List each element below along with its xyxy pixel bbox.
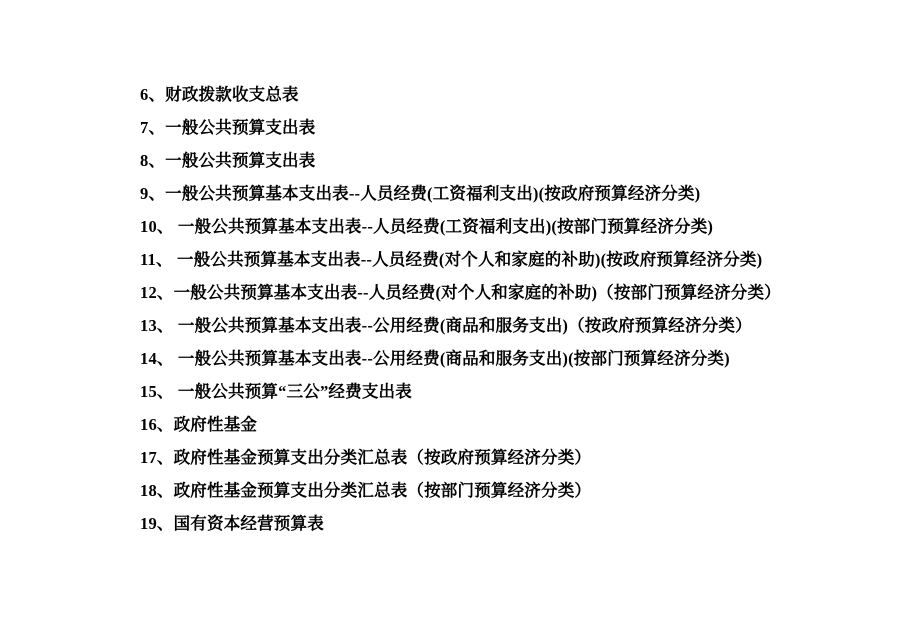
list-item: 10、 一般公共预算基本支出表--人员经费(工资福利支出)(按部门预算经济分类) — [140, 217, 714, 236]
list-item: 19、国有资本经营预算表 — [140, 514, 324, 533]
list-item: 12、一般公共预算基本支出表--人员经费(对个人和家庭的补助)（按部门预算经济分类） — [140, 283, 781, 302]
list-item: 9、一般公共预算基本支出表--人员经费(工资福利支出)(按政府预算经济分类) — [140, 184, 701, 203]
list-item: 13、 一般公共预算基本支出表--公用经费(商品和服务支出)（按政府预算经济分类） — [140, 316, 752, 335]
list-item: 16、政府性基金 — [140, 415, 258, 434]
list-item: 11、 一般公共预算基本支出表--人员经费(对个人和家庭的补助)(按政府预算经济分类) — [140, 250, 763, 269]
list-item: 7、一般公共预算支出表 — [140, 118, 316, 137]
list-item: 15、 一般公共预算“三公”经费支出表 — [140, 382, 412, 401]
list-item: 8、一般公共预算支出表 — [140, 151, 316, 170]
list-item: 6、财政拨款收支总表 — [140, 85, 299, 104]
list-item: 14、 一般公共预算基本支出表--公用经费(商品和服务支出)(按部门预算经济分类) — [140, 349, 730, 368]
list-item: 18、政府性基金预算支出分类汇总表（按部门预算经济分类） — [140, 481, 592, 500]
list-item: 17、政府性基金预算支出分类汇总表（按政府预算经济分类） — [140, 448, 592, 467]
